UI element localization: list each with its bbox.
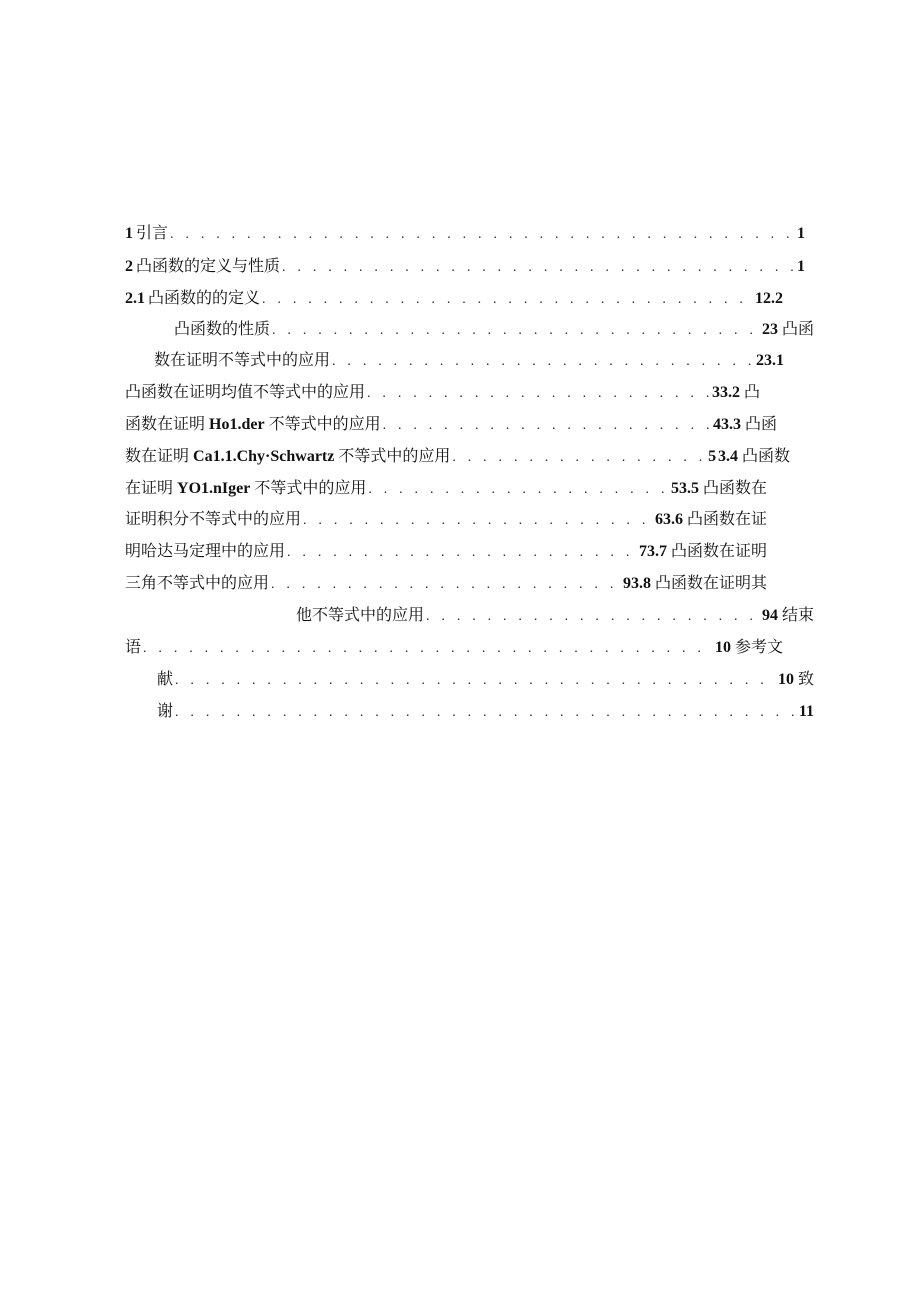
wrapped-next-title: 凸函 [781, 319, 814, 338]
leader-dots [282, 260, 795, 275]
leader-dots [271, 577, 621, 592]
leader-dots [332, 354, 754, 369]
leader-dots [452, 450, 706, 465]
wrapped-next-title: 凸函数在证明其 [654, 573, 767, 592]
leader-dots [262, 292, 753, 307]
leader-dots [303, 513, 653, 528]
leader-dots [287, 545, 637, 560]
leader-dots [383, 418, 711, 433]
toc-entry-11[interactable] [125, 538, 767, 560]
toc-entry-15[interactable] [157, 666, 814, 688]
toc-entry-1[interactable] [125, 220, 805, 242]
leader-dots [367, 386, 710, 401]
page-number: 43.3 [712, 416, 741, 433]
wrapped-next-title: 凸函数在 [702, 478, 767, 497]
leader-dots [426, 609, 760, 624]
section-title: 献 [157, 669, 174, 688]
toc-entry-13[interactable] [296, 602, 814, 624]
section-title: 在证明 [125, 478, 174, 497]
page-number: 10 [777, 671, 794, 688]
toc-entry-6[interactable] [125, 379, 760, 401]
toc-entry-2[interactable] [125, 253, 805, 275]
page-number: 11 [798, 703, 814, 720]
toc-entry-7[interactable] [125, 411, 777, 433]
section-title-latin: YO1.nIger [177, 480, 251, 497]
page-number: 94 [761, 607, 778, 624]
section-title: 三角不等式中的应用 [125, 573, 270, 592]
section-title: 谢 [157, 701, 174, 720]
toc-entry-8[interactable] [125, 443, 790, 465]
leader-dots [368, 482, 669, 497]
toc-entry-14[interactable] [125, 634, 783, 656]
toc-entry-16[interactable] [157, 698, 814, 720]
leader-dots [272, 323, 760, 338]
page-number: 73.7 [638, 543, 667, 560]
section-title: 他不等式中的应用 [296, 605, 425, 624]
wrapped-next-title: 凸函数在证明 [670, 541, 767, 560]
section-title: 引言 [136, 223, 169, 242]
section-number: 1 [125, 225, 133, 242]
section-title-rest: 不等式中的应用 [254, 478, 367, 497]
leader-dots [170, 227, 795, 242]
page-number: 33.2 [711, 384, 740, 401]
page-number: 10 [714, 639, 731, 656]
section-number: 2.1 [125, 290, 145, 307]
wrapped-next-title: 致 [797, 669, 814, 688]
toc-entry-12[interactable] [125, 570, 767, 592]
wrapped-next-title: 凸 [743, 382, 760, 401]
leader-dots [143, 641, 713, 656]
leader-dots [175, 705, 797, 720]
section-title: 函数在证明 [125, 414, 206, 433]
section-title: 凸函数的定义与性质 [136, 256, 281, 275]
toc-entry-3[interactable] [125, 285, 783, 307]
section-title: 凸函数在证明均值不等式中的应用 [125, 382, 366, 401]
section-title: 证明积分不等式中的应用 [125, 509, 302, 528]
wrapped-next-title: 凸函数在证 [686, 509, 767, 528]
section-title: 凸函数的的定义 [148, 288, 261, 307]
section-title-latin: Ho1.der [209, 416, 265, 433]
section-title-rest: 不等式中的应用 [268, 414, 381, 433]
toc-entry-5[interactable] [154, 347, 784, 369]
section-number: 2 [125, 258, 133, 275]
section-title: 凸函数的性质 [174, 319, 271, 338]
page-number: 5 [708, 448, 717, 465]
wrapped-next-title: 结束 [781, 605, 814, 624]
page-number: 1 [797, 225, 805, 242]
wrapped-next-number: 3.4 [717, 448, 738, 465]
page-number: 53.5 [670, 480, 699, 497]
wrapped-next-title: 参考文 [734, 637, 783, 656]
leader-dots [175, 673, 776, 688]
section-title-rest: 不等式中的应用 [338, 446, 451, 465]
section-title-latin: Ca1.1.Chy·Schwartz [193, 448, 335, 465]
page-number: 1 [797, 258, 805, 275]
toc-entry-10[interactable] [125, 506, 767, 528]
toc-entry-4[interactable] [174, 316, 814, 338]
wrapped-next-title: 凸函 [744, 414, 777, 433]
page-number: 23 [761, 321, 778, 338]
section-title: 数在证明不等式中的应用 [154, 350, 331, 369]
toc-entry-9[interactable] [125, 475, 767, 497]
section-title: 语 [125, 637, 142, 656]
page-number: 23.1 [756, 352, 784, 369]
section-title: 明哈达马定理中的应用 [125, 541, 286, 560]
page-number: 12.2 [755, 290, 783, 307]
page-number: 63.6 [654, 511, 683, 528]
section-title: 数在证明 [125, 446, 190, 465]
page-number: 93.8 [622, 575, 651, 592]
wrapped-next-title: 凸函数 [741, 446, 790, 465]
